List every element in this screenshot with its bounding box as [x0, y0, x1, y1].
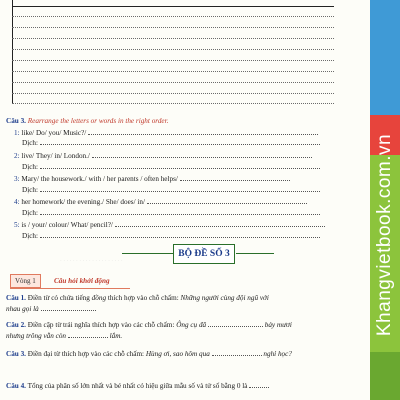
- answer-line: [12, 103, 334, 104]
- item-number: 4:: [14, 198, 20, 206]
- question-2-line2: [6, 333, 122, 340]
- answer-dots[interactable]: [147, 203, 307, 204]
- question-quote: bảy mươi: [264, 321, 292, 329]
- item-number: 3:: [14, 175, 20, 183]
- cau3-label: Câu 3.: [6, 117, 26, 125]
- section-heading: [173, 244, 235, 264]
- item-3: [14, 176, 290, 183]
- question-quote: nhau gọi là: [6, 305, 39, 313]
- translate-label: Dịch:: [22, 139, 38, 147]
- question-label: Câu 1.: [6, 294, 26, 302]
- item-2-translate: [22, 164, 320, 171]
- item-5: [14, 222, 325, 229]
- answer-line: [12, 38, 334, 39]
- round-badge: [10, 274, 41, 288]
- brand-text: Khangvietbook.com.vn: [374, 133, 396, 337]
- question-quote: lắm.: [109, 332, 123, 340]
- answer-dots[interactable]: [92, 157, 312, 158]
- question-text: thích hợp vào chỗ chấm:: [107, 294, 179, 302]
- item-text: like/ Do/ you/ Music?/: [21, 129, 87, 137]
- translate-label: Dịch:: [22, 232, 38, 240]
- item-number: 2:: [14, 152, 20, 160]
- answer-line: [12, 93, 334, 94]
- side-brand: [371, 110, 399, 360]
- question-1-line2: [6, 306, 96, 313]
- question-2: [6, 322, 292, 329]
- question-text: Điền cặp từ trái nghĩa thích hợp vào các chỗ chấm:: [27, 321, 175, 329]
- translate-label: Dịch:: [22, 163, 38, 171]
- question-label: Câu 4.: [6, 382, 26, 390]
- answer-line: [12, 71, 334, 72]
- translate-label: Dịch:: [22, 186, 38, 194]
- question-quote: Hùng ơi, sao hôm qua: [145, 350, 210, 358]
- question-4: [6, 383, 269, 390]
- item-text: live/ They/ in/ London./: [21, 152, 90, 160]
- answer-dots[interactable]: [208, 326, 263, 327]
- question-text: Điền đại từ thích hợp vào các chỗ chấm:: [27, 350, 145, 358]
- question-quote: Những người cùng đội ngũ với: [180, 294, 269, 302]
- answer-dots[interactable]: [212, 355, 262, 356]
- item-text: Mary/ the housework./ with / her parents / often helps/: [21, 175, 178, 183]
- answer-dots[interactable]: [180, 180, 290, 181]
- item-4-translate: [22, 210, 320, 217]
- question-keyword: đồng: [91, 294, 107, 302]
- question-quote: nhưng trông vẫn còn: [6, 332, 67, 340]
- answer-dots[interactable]: [68, 337, 108, 338]
- item-text: is / your/ colour/ What/ pencil?/: [21, 221, 113, 229]
- section-heading-text: BỘ ĐỀ SỐ 3: [178, 249, 230, 259]
- item-2: [14, 153, 312, 160]
- answer-line: [12, 16, 334, 17]
- cau3-prompt: [6, 118, 168, 125]
- question-text: Tổng của phân số lớn nhất và bé nhất có hiệu giữa mẫu số và tử số bằng 0 là: [27, 382, 248, 390]
- translate-dots[interactable]: [40, 214, 320, 215]
- cau3-instruction: Rearrange the letters or words in the right order.: [27, 117, 169, 125]
- item-5-translate: [22, 233, 320, 240]
- question-1: [6, 295, 269, 302]
- round-underline: [10, 288, 130, 289]
- item-1-translate: [22, 140, 320, 147]
- answer-dots[interactable]: [88, 134, 318, 135]
- item-number: 5:: [14, 221, 20, 229]
- question-label: Câu 2.: [6, 321, 26, 329]
- answer-line: [12, 60, 334, 61]
- item-text: her homework/ the evening./ She/ does/ in/: [21, 198, 145, 206]
- item-number: 1:: [14, 129, 20, 137]
- question-quote: Ông cụ đã: [176, 321, 207, 329]
- item-1: [14, 130, 318, 137]
- translate-dots[interactable]: [40, 144, 320, 145]
- answer-line: [12, 49, 334, 50]
- translate-label: Dịch:: [22, 209, 38, 217]
- answer-dots[interactable]: [249, 387, 269, 388]
- bleed-through: · · · · · · · · · · · · · · · · · · · ·: [60, 258, 123, 264]
- answer-box-top-border: [12, 6, 334, 7]
- question-3: [6, 351, 292, 358]
- round-title: Câu hỏi khởi động: [54, 277, 110, 285]
- translate-dots[interactable]: [40, 191, 320, 192]
- side-band-blue: [370, 0, 400, 115]
- item-4: [14, 199, 307, 206]
- answer-line: [12, 27, 334, 28]
- answer-dots[interactable]: [115, 226, 325, 227]
- heading-rule-left: [122, 253, 173, 254]
- heading-rule-right: [236, 253, 274, 254]
- question-label: Câu 3.: [6, 350, 26, 358]
- translate-dots[interactable]: [40, 168, 320, 169]
- item-3-translate: [22, 187, 320, 194]
- round-label: Vòng 1: [15, 277, 36, 285]
- answer-dots[interactable]: [41, 310, 96, 311]
- question-text: Điền từ có chứa tiếng: [27, 294, 90, 302]
- question-quote: nghỉ học?: [263, 350, 292, 358]
- translate-dots[interactable]: [40, 237, 320, 238]
- answer-line: [12, 82, 334, 83]
